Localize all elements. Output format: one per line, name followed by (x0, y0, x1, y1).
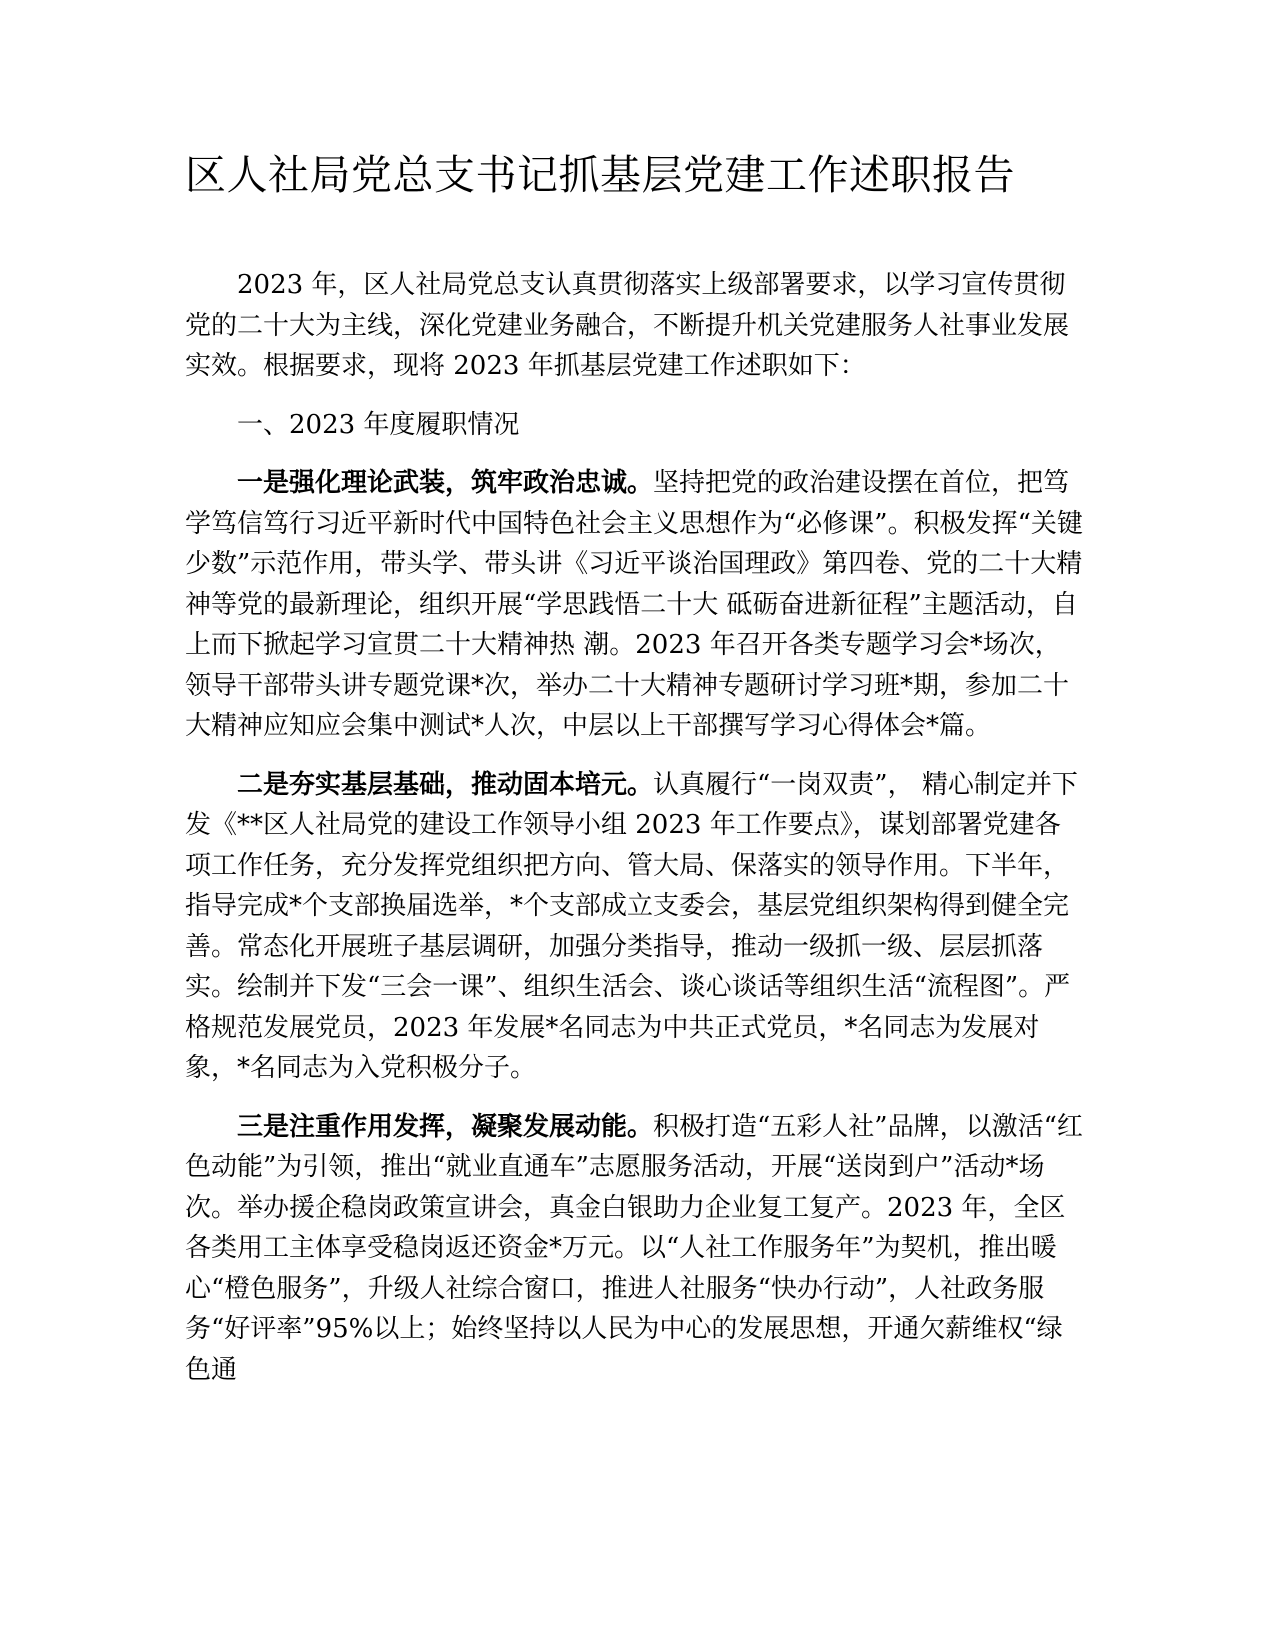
point-text-3: 积极打造“五彩人社”品牌，以激活“红色动能”为引领，推出“就业直通车”志愿服务活动，开展“送岗到户”活动*场次。举办援企稳岗政策宣讲会，真金白银助力企业复工复产。2023 年，全区各类用工主体享受稳岗返还资金*万元。以“人社工作服务年”为契机，推出暖心“橙色服务”，升级人社综合窗口，推进人社服务“快办行动”，人社政务服务“好评率”95%以上；始终坚持以人民为中心的发展思想，开通欠薪维权“绿色通 (185, 1111, 1083, 1385)
point-lead-2: 二是夯实基层基础，推动固本培元。 (237, 769, 654, 800)
point-paragraph-1 (185, 463, 1085, 747)
section-heading: 一、2023 年度履职情况 (237, 409, 520, 440)
document-body (185, 265, 1085, 1408)
intro-paragraph: 2023 年，区人社局党总支认真贯彻落实上级部署要求，以学习宣传贯彻党的二十大为主线，深化党建业务融合，不断提升机关党建服务人社事业发展实效。根据要求，现将 2023 年抓基层党建工作述职如下： (185, 270, 1070, 381)
point-lead-3: 三是注重作用发挥，凝聚发展动能。 (237, 1111, 654, 1142)
point-text-1: 坚持把党的政治建设摆在首位，把笃学笃信笃行习近平新时代中国特色社会主义思想作为“必修课”。积极发挥“关键少数”示范作用，带头学、带头讲《习近平谈治国理政》第四卷、党的二十大精神等党的最新理论，组织开展“学思践悟二十大 砥砺奋进新征程”主题活动，自上而下掀起学习宣贯二十大精神热 潮。2023 年召开各类专题学习会*场次，领导干部带头讲专题党课*次，举办二十大精神专题研讨学习班*期，参加二十大精神应知应会集中测试*人次，中层以上干部撰写学习心得体会*篇。 (185, 468, 1083, 741)
point-lead-1: 一是强化理论武装，筑牢政治忠诚。 (237, 468, 654, 498)
point-text-2: 认真履行“一岗双责”， 精心制定并下发《**区人社局党的建设工作领导小组 2023 年工作要点》，谋划部署党建各项工作任务，充分发挥党组织把方向、管大局、保落实的领导作用。下半年，指导完成*个支部换届选举，*个支部成立支委会，基层党组织架构得到健全完善。常态化开展班子基层调研，加强分类指导，推动一级抓一级、层层抓落实。绘制并下发“三会一课”、组织生活会、谈心谈话等组织生活“流程图”。严格规范发展党员，2023 年发展*名同志为中共正式党员，*名同志为发展对象，*名同志为入党积极分子。 (185, 769, 1078, 1083)
point-paragraph-2 (185, 765, 1085, 1089)
document-title: 区人社局党总支书记抓基层党建工作述职报告 (185, 151, 1015, 199)
point-paragraph-3 (185, 1107, 1085, 1391)
